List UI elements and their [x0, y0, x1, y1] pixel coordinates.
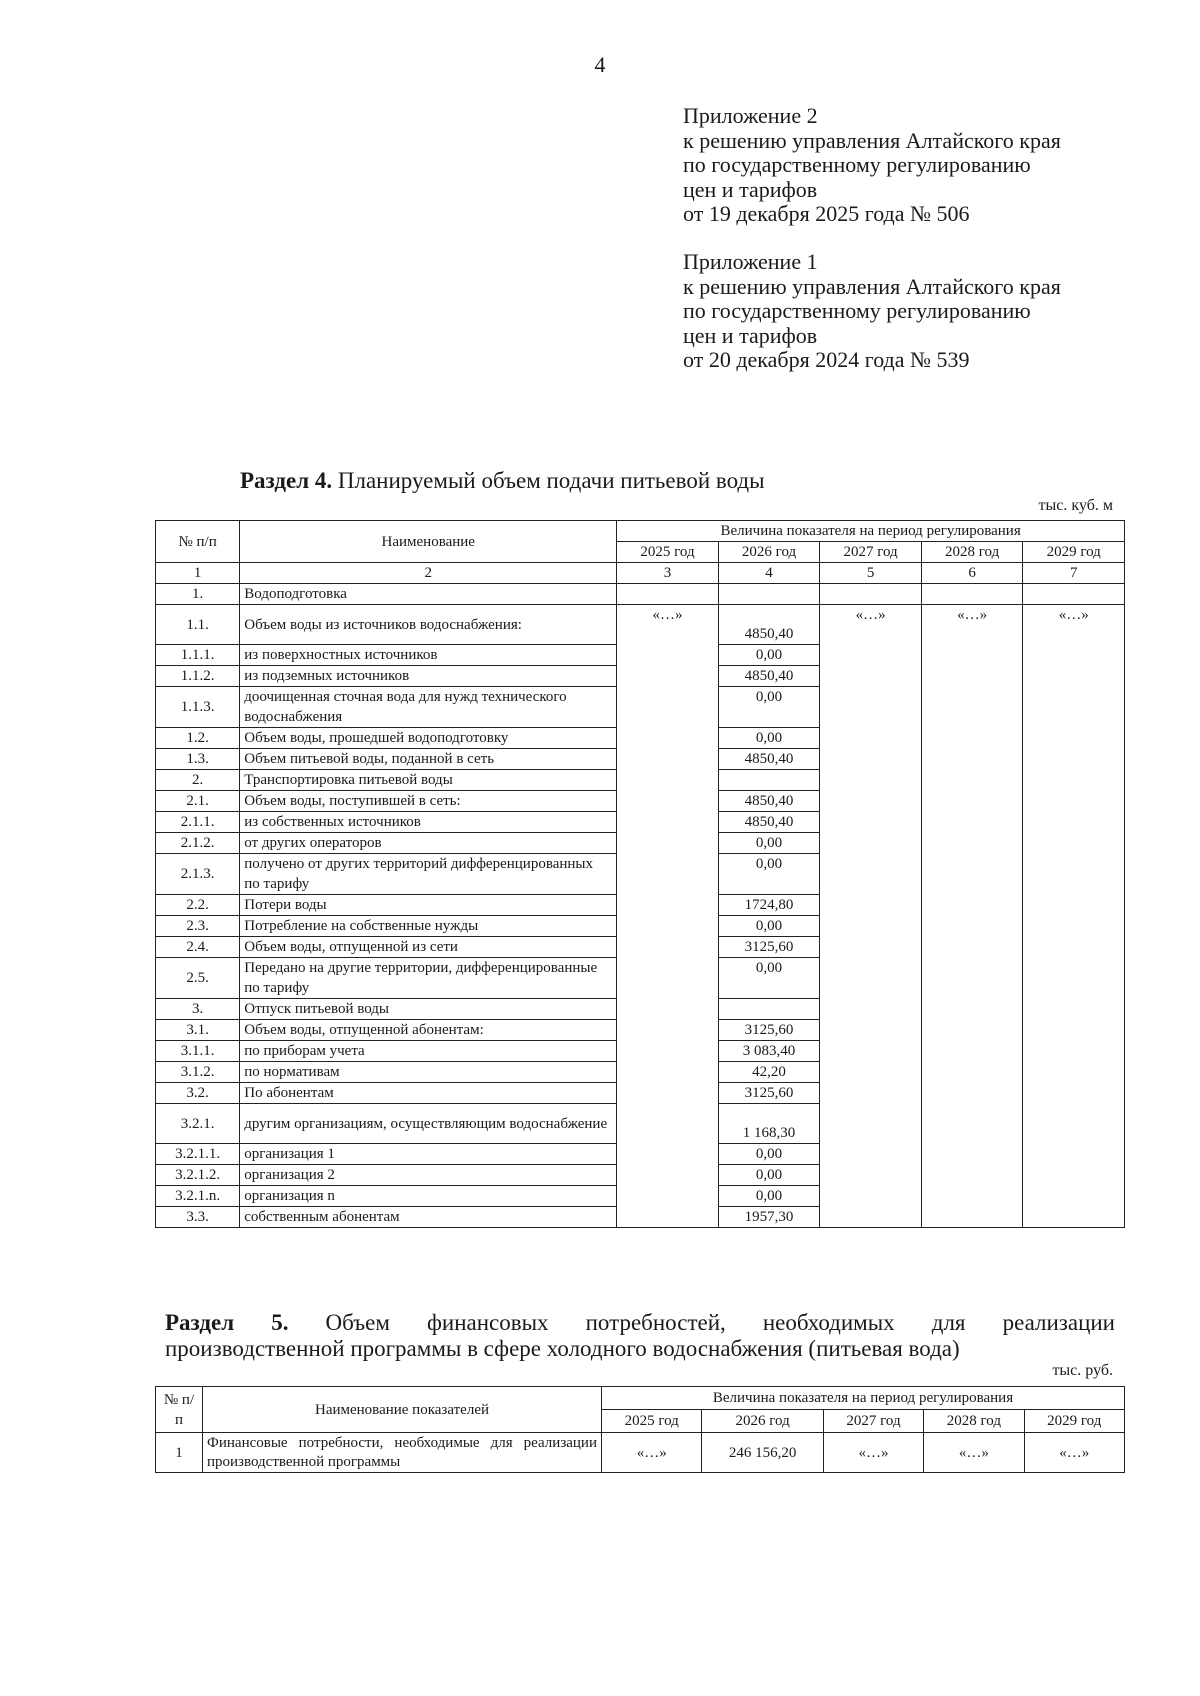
row-2026 — [718, 770, 820, 791]
s5-row-2026: 246 156,20 — [702, 1433, 823, 1473]
s5-row-name: Финансовые потребности, необходимые для реализации производственной программы — [203, 1433, 602, 1473]
row-num: 2.1.1. — [156, 812, 240, 833]
appendix-2-line5: от 19 декабря 2025 года № 506 — [683, 201, 970, 226]
appendix-2-line2: к решению управления Алтайского края — [683, 127, 1061, 153]
s5-row-2029: «…» — [1024, 1433, 1124, 1473]
row-num: 2.4. — [156, 937, 240, 958]
row-num: 2.5. — [156, 958, 240, 999]
s5-row-num: 1 — [156, 1433, 203, 1473]
row-2026: 1724,80 — [718, 895, 820, 916]
appendix-2-line3: по государственному регулированию — [683, 152, 1031, 177]
row-2026: 0,00 — [718, 1144, 820, 1165]
row-2026: 0,00 — [718, 833, 820, 854]
row-name: из поверхностных источников — [240, 645, 617, 666]
row-2026: 1957,30 — [718, 1207, 820, 1228]
section4-title-text: Планируемый объем подачи питьевой воды — [332, 468, 765, 493]
row-2026: 4850,40 — [718, 749, 820, 770]
colnum-5: 5 — [820, 563, 922, 584]
row-2026: 3 083,40 — [718, 1041, 820, 1062]
row-num: 2. — [156, 770, 240, 791]
row-num: 1.2. — [156, 728, 240, 749]
row-2028 — [921, 584, 1023, 605]
row-2026 — [718, 584, 820, 605]
row-num: 2.1.2. — [156, 833, 240, 854]
row-2026: 0,00 — [718, 728, 820, 749]
row-name: Объем воды, отпущенной абонентам: — [240, 1020, 617, 1041]
section5-table — [155, 1386, 1125, 1473]
section4-title-bold: Раздел 4. — [240, 468, 333, 493]
s5-row-2027: «…» — [823, 1433, 923, 1473]
row-2026 — [718, 999, 820, 1020]
row-num: 2.1. — [156, 791, 240, 812]
row-num: 3.2.1. — [156, 1104, 240, 1144]
row-name: Транспортировка питьевой воды — [240, 770, 617, 791]
appendix-2-header — [683, 104, 1061, 227]
row-2028: «…» — [921, 605, 1023, 1228]
header-num: № п/п — [156, 521, 240, 563]
appendix-1-line3: по государственному регулированию — [683, 298, 1031, 323]
row-2026: 3125,60 — [718, 937, 820, 958]
s5-header-year-2029: 2029 год — [1024, 1410, 1124, 1433]
row-name: Объем воды, прошедшей водоподготовку — [240, 728, 617, 749]
row-name: Объем воды, поступившей в сеть: — [240, 791, 617, 812]
header-year-2028: 2028 год — [921, 542, 1023, 563]
row-2026: 0,00 — [718, 645, 820, 666]
section5-title — [165, 1310, 1115, 1362]
row-num: 2.3. — [156, 916, 240, 937]
appendix-1-header — [683, 250, 1061, 373]
row-num: 2.1.3. — [156, 854, 240, 895]
row-name: другим организациям, осуществляющим водоснабжение — [240, 1104, 617, 1144]
header-period: Величина показателя на период регулирования — [617, 521, 1125, 542]
row-name: Потребление на собственные нужды — [240, 916, 617, 937]
row-name: по нормативам — [240, 1062, 617, 1083]
row-name: по приборам учета — [240, 1041, 617, 1062]
row-2026: 1 168,30 — [718, 1104, 820, 1144]
row-num: 3.1. — [156, 1020, 240, 1041]
row-num: 3.2.1.2. — [156, 1165, 240, 1186]
row-2026: 4850,40 — [718, 666, 820, 687]
colnum-2: 2 — [240, 563, 617, 584]
row-name: от других операторов — [240, 833, 617, 854]
row-num: 1. — [156, 584, 240, 605]
row-num: 3.2. — [156, 1083, 240, 1104]
row-name: доочищенная сточная вода для нужд технического водоснабжения — [240, 687, 617, 728]
row-num: 3.1.2. — [156, 1062, 240, 1083]
row-2025: «…» — [617, 605, 719, 1228]
appendix-2-line1: Приложение 2 — [683, 103, 818, 128]
table-row — [156, 584, 1125, 605]
appendix-1-line4: цен и тарифов — [683, 322, 818, 348]
header-year-2027: 2027 год — [820, 542, 922, 563]
section4-table — [155, 520, 1125, 1228]
row-2026: 0,00 — [718, 1165, 820, 1186]
s5-header-year-2025: 2025 год — [602, 1410, 702, 1433]
colnum-4: 4 — [718, 563, 820, 584]
row-2026: 3125,60 — [718, 1020, 820, 1041]
row-num: 1.1. — [156, 605, 240, 645]
row-2029 — [1023, 584, 1125, 605]
row-num: 3.1.1. — [156, 1041, 240, 1062]
row-num: 2.2. — [156, 895, 240, 916]
section4-title — [240, 468, 765, 494]
appendix-1-line2: к решению управления Алтайского края — [683, 273, 1061, 299]
s5-row-2025: «…» — [602, 1433, 702, 1473]
row-2026: 42,20 — [718, 1062, 820, 1083]
row-2026: 0,00 — [718, 854, 820, 895]
appendix-2-line4: цен и тарифов — [683, 176, 818, 202]
row-2026: 4850,40 — [718, 791, 820, 812]
row-2025 — [617, 584, 719, 605]
header-year-2025: 2025 год — [617, 542, 719, 563]
row-name: из собственных источников — [240, 812, 617, 833]
row-2026: 4850,40 — [718, 812, 820, 833]
row-name: Объем питьевой воды, поданной в сеть — [240, 749, 617, 770]
row-2026: 3125,60 — [718, 1083, 820, 1104]
row-2026: 4850,40 — [718, 605, 820, 645]
row-num: 1.3. — [156, 749, 240, 770]
page-number: 4 — [594, 52, 606, 77]
row-num: 1.1.2. — [156, 666, 240, 687]
row-2026: 0,00 — [718, 958, 820, 999]
row-2029: «…» — [1023, 605, 1125, 1228]
header-name: Наименование — [240, 521, 617, 563]
s5-row-2028: «…» — [924, 1433, 1024, 1473]
row-num: 1.1.3. — [156, 687, 240, 728]
header-year-2026: 2026 год — [718, 542, 820, 563]
row-name: собственным абонентам — [240, 1207, 617, 1228]
row-name: Потери воды — [240, 895, 617, 916]
colnum-1: 1 — [156, 563, 240, 584]
row-name: Водоподготовка — [240, 584, 617, 605]
row-num: 1.1.1. — [156, 645, 240, 666]
s5-header-year-2027: 2027 год — [823, 1410, 923, 1433]
appendix-1-line5: от 20 декабря 2024 года № 539 — [683, 347, 970, 372]
row-num: 3.2.1.n. — [156, 1186, 240, 1207]
colnum-6: 6 — [921, 563, 1023, 584]
section5-title-bold: Раздел 5. — [165, 1310, 289, 1335]
section4-unit: тыс. куб. м — [1038, 497, 1113, 514]
row-num: 3.3. — [156, 1207, 240, 1228]
row-name: По абонентам — [240, 1083, 617, 1104]
row-num: 3.2.1.1. — [156, 1144, 240, 1165]
row-2026: 0,00 — [718, 916, 820, 937]
row-num: 3. — [156, 999, 240, 1020]
row-name: Объем воды из источников водоснабжения: — [240, 605, 617, 645]
row-name: Объем воды, отпущенной из сети — [240, 937, 617, 958]
s5-header-period: Величина показателя на период регулирования — [602, 1387, 1125, 1410]
colnum-3: 3 — [617, 563, 719, 584]
section5-unit: тыс. руб. — [1052, 1362, 1113, 1379]
s5-header-year-2028: 2028 год — [924, 1410, 1024, 1433]
row-name: из подземных источников — [240, 666, 617, 687]
appendix-1-line1: Приложение 1 — [683, 249, 818, 274]
colnum-7: 7 — [1023, 563, 1125, 584]
row-name: Передано на другие территории, дифференцированные по тарифу — [240, 958, 617, 999]
section5-title-line1: Объем финансовых потребностей, необходимых для реализации — [288, 1310, 1115, 1335]
row-name: получено от других территорий дифференцированных по тарифу — [240, 854, 617, 895]
row-2026: 0,00 — [718, 1186, 820, 1207]
row-2027 — [820, 584, 922, 605]
row-name: Отпуск питьевой воды — [240, 999, 617, 1020]
s5-header-year-2026: 2026 год — [702, 1410, 823, 1433]
row-name: организация 2 — [240, 1165, 617, 1186]
row-2026: 0,00 — [718, 687, 820, 728]
row-2027: «…» — [820, 605, 922, 1228]
section5-title-line2: производственной программы в сфере холодного водоснабжения (питьевая вода) — [165, 1336, 960, 1361]
row-name: организация 1 — [240, 1144, 617, 1165]
header-year-2029: 2029 год — [1023, 542, 1125, 563]
row-name: организация n — [240, 1186, 617, 1207]
table-row — [156, 605, 1125, 645]
s5-header-name: Наименование показателей — [203, 1387, 602, 1433]
s5-header-num: № п/п — [156, 1387, 203, 1433]
